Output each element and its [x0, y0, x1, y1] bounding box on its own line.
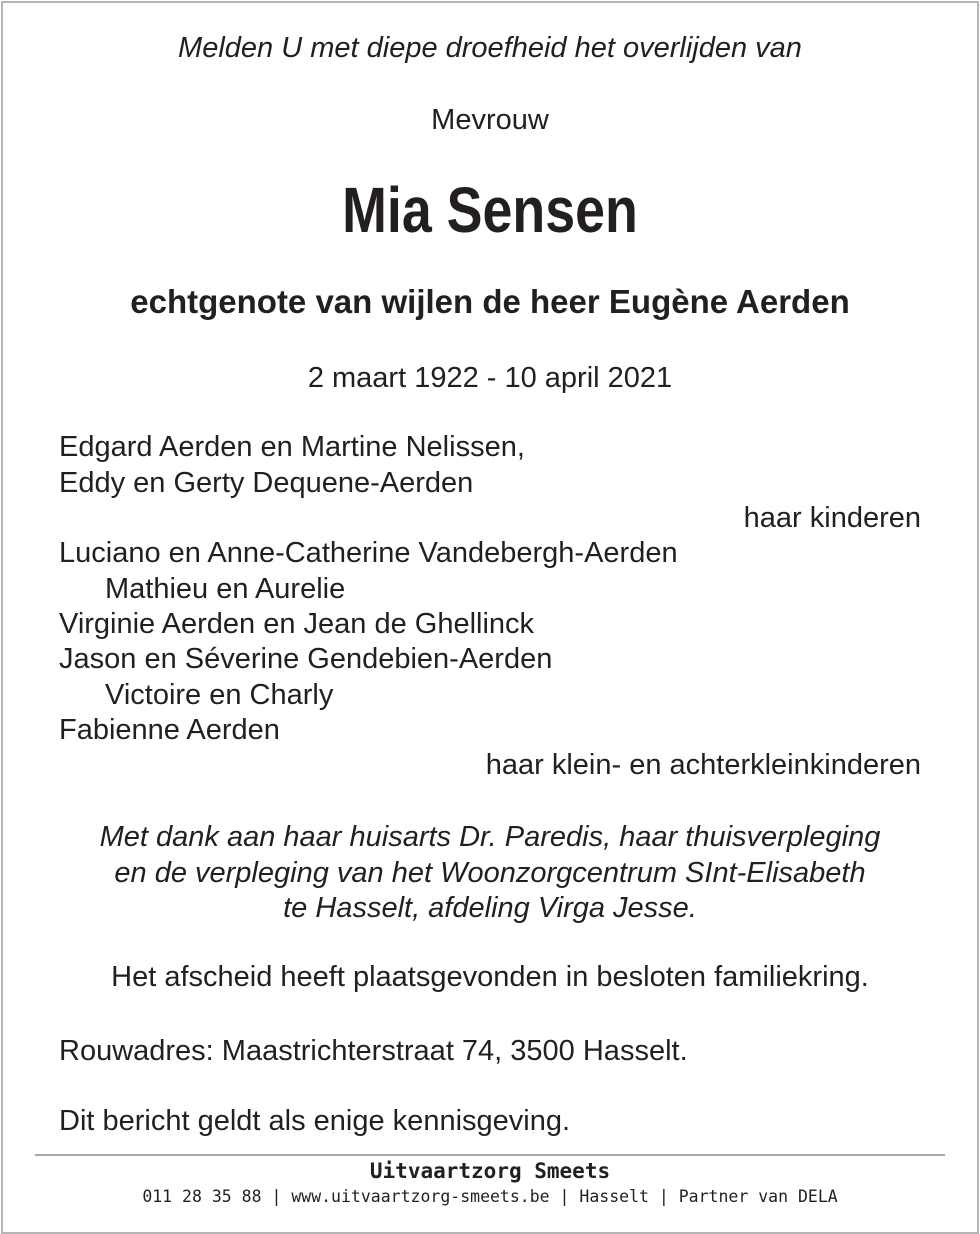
family-member: Edgard Aerden en Martine Nelissen, [59, 431, 525, 463]
thanks-line: te Hasselt, afdeling Virga Jesse. [283, 892, 697, 924]
family-member: Fabienne Aerden [59, 714, 280, 746]
address-line: Rouwadres: Maastrichterstraat 74, 3500 Hasselt. [59, 1035, 688, 1067]
deceased-name: Mia Sensen [342, 174, 638, 246]
family-member: Jason en Séverine Gendebien-Aerden [59, 643, 553, 675]
funeral-home-contact: 011 28 35 88 | www.uitvaartzorg-smeets.be | Hasselt | Partner van DELA [142, 1187, 838, 1206]
thanks-line: Met dank aan haar huisarts Dr. Paredis, haar thuisverpleging [99, 821, 881, 853]
funeral-home-name: Uitvaartzorg Smeets [369, 1159, 611, 1183]
family-member: Eddy en Gerty Dequene-Aerden [59, 467, 474, 499]
thanks-line: en de verpleging van het Woonzorgcentrum SInt-Elisabeth [114, 857, 866, 889]
family-member: Virginie Aerden en Jean de Ghellinck [59, 608, 535, 640]
grandchildren-label: haar klein- en achterkleinkinderen [485, 749, 921, 781]
spouse-line: echtgenote van wijlen de heer Eugène Aerden [130, 283, 850, 320]
intro-line: Melden U met diepe droefheid het overlijden van [178, 32, 802, 64]
salutation: Mevrouw [431, 104, 549, 136]
farewell-line: Het afscheid heeft plaatsgevonden in besloten familiekring. [111, 961, 869, 993]
footer-divider [35, 1154, 945, 1156]
notice-line: Dit bericht geldt als enige kennisgeving. [59, 1105, 571, 1137]
life-dates: 2 maart 1922 - 10 april 2021 [307, 362, 673, 394]
family-member: Mathieu en Aurelie [105, 573, 346, 605]
family-member: Victoire en Charly [105, 679, 334, 711]
children-label: haar kinderen [743, 502, 921, 534]
family-member: Luciano en Anne-Catherine Vandebergh-Aerden [59, 537, 678, 569]
